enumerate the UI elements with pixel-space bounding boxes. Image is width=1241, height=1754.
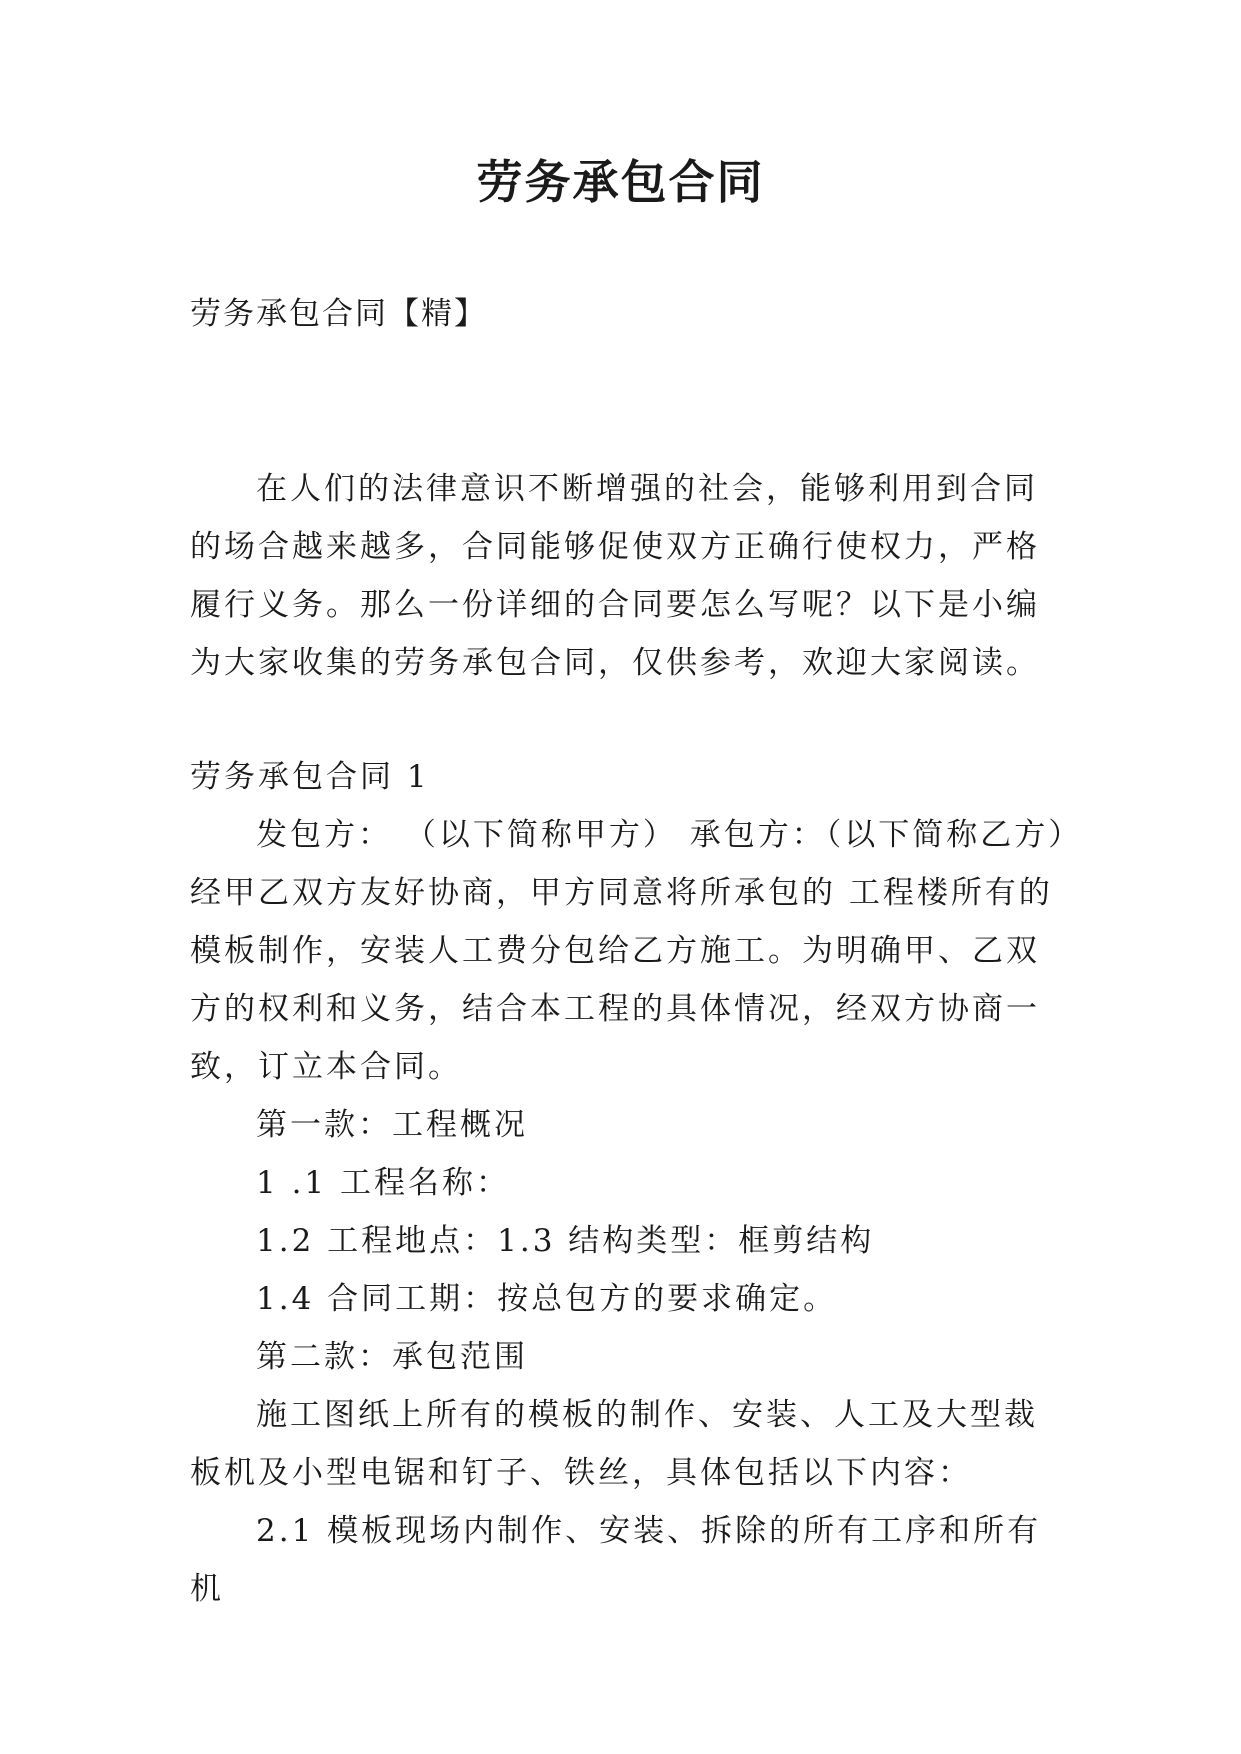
contract-section [190,748,1070,1618]
clause-heading-1: 第一款：工程概况 [256,1107,528,1143]
clause-item-1-2: 1.2 工程地点：1.3 结构类型：框剪结构 [256,1223,875,1259]
clause-heading-2: 第二款：承包范围 [256,1339,528,1375]
intro-paragraph: 在人们的法律意识不断增强的社会，能够利用到合同的场合越来越多，合同能够促使双方正确行使权力，严格履行义务。那么一份详细的合同要怎么写呢？以下是小编为大家收集的劳务承包合同，仅供参考，欢迎大家阅读。 [190,471,1040,681]
clause-item-2-1: 2.1 模板现场内制作、安装、拆除的所有工序和所有机 [190,1513,1042,1607]
paragraph-parties: 发包方： （以下简称甲方） 承包方：（以下简称乙方）经甲乙双方友好协商，甲方同意将所承包的 工程楼所有的模板制作，安装人工费分包给乙方施工。为明确甲、乙双方的权利和义务，结合本工程的具体情况，经双方协商一致，订立本合同。 [190,817,1067,1085]
clause-item-1-4: 1.4 合同工期：按总包方的要求确定。 [256,1281,838,1317]
clause-item-1-1: 1 .1 工程名称： [256,1165,511,1201]
section-title: 劳务承包合同 1 [190,759,430,795]
clause-text-2: 施工图纸上所有的模板的制作、安装、人工及大型裁板机及小型电锯和钉子、铁丝，具体包括以下内容： [190,1397,1038,1491]
document-title: 劳务承包合同 [476,155,765,209]
intro-block [190,460,1070,692]
document-subtitle: 劳务承包合同【精】 [190,296,487,332]
